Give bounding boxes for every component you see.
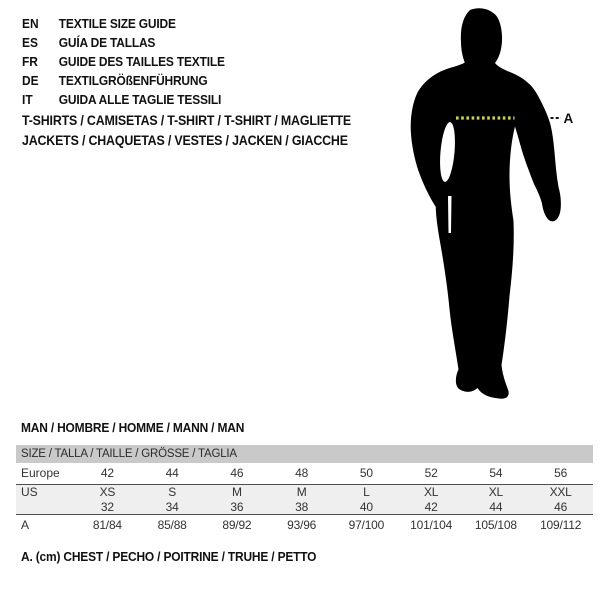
table-cell: 105/108 — [474, 518, 517, 532]
language-code: IT — [22, 92, 33, 107]
table-cell: L — [363, 485, 370, 499]
row-label: Europe — [21, 466, 60, 480]
measurement-footnote-text: A. (cm) CHEST / PECHO / POITRINE / TRUHE / PETTO — [21, 549, 317, 564]
table-cell: XS — [99, 485, 116, 499]
table-cell: 44 — [165, 466, 179, 480]
table-row-europe — [16, 463, 593, 485]
categories-line-tshirts: T-SHIRTS / CAMISETAS / T-SHIRT / T-SHIRT / MAGLIETTE — [22, 113, 352, 128]
gender-heading-text: MAN / HOMBRE / HOMME / MANN / MAN — [21, 420, 245, 435]
table-cell: 56 — [554, 466, 568, 480]
table-cell: 36 — [230, 500, 244, 514]
table-cell: 89/92 — [222, 518, 252, 532]
language-row-it — [22, 90, 225, 109]
table-cell: XL — [423, 485, 439, 499]
table-row-chest-a — [16, 514, 593, 535]
size-table-header: SIZE / TALLA / TAILLE / GRÖSSE / TAGLIA — [16, 445, 593, 463]
table-cell: 40 — [359, 500, 373, 514]
table-cell: 46 — [230, 466, 244, 480]
table-cell: 46 — [554, 500, 568, 514]
language-label: GUIDE DES TAILLES TEXTILE — [58, 54, 225, 69]
table-cell: XXL — [549, 485, 572, 499]
table-cell: 52 — [424, 466, 438, 480]
categories-line-jackets: JACKETS / CHAQUETAS / VESTES / JACKEN / GIACCHE — [22, 133, 348, 148]
table-cell: 101/104 — [410, 518, 453, 532]
measurement-footnote — [21, 549, 342, 564]
table-cell: M — [296, 485, 307, 499]
table-cell: 85/88 — [157, 518, 187, 532]
table-cell: M — [231, 485, 242, 499]
size-table — [16, 445, 593, 535]
gender-heading — [21, 420, 264, 435]
language-label: GUÍA DE TALLAS — [58, 35, 156, 50]
table-cell: 50 — [359, 466, 373, 480]
table-cell: 48 — [295, 466, 309, 480]
language-label: TEXTILE SIZE GUIDE — [58, 16, 176, 31]
table-cell: 38 — [295, 500, 309, 514]
garment-categories — [22, 111, 351, 151]
table-cell: S — [168, 485, 177, 499]
table-cell: 54 — [489, 466, 503, 480]
table-cell: 97/100 — [348, 518, 385, 532]
language-code: DE — [22, 73, 39, 88]
table-cell: 109/112 — [540, 518, 582, 532]
table-cell: 93/96 — [287, 518, 317, 532]
table-cell: 81/84 — [92, 518, 122, 532]
language-row-fr — [22, 52, 225, 71]
table-cell: 42 — [100, 466, 114, 480]
language-label: TEXTILGRÖßENFÜHRUNG — [58, 73, 208, 88]
row-label — [16, 500, 75, 514]
measurement-label-a: A — [563, 111, 574, 126]
table-cell: 34 — [165, 500, 179, 514]
row-label: US — [21, 485, 38, 499]
language-row-es — [22, 33, 225, 52]
language-list — [22, 14, 225, 109]
man-silhouette — [411, 8, 561, 398]
table-cell: XL — [488, 485, 504, 499]
table-cell: 42 — [424, 500, 438, 514]
table-cell: 44 — [489, 500, 503, 514]
table-row-numeric — [16, 500, 593, 514]
row-label: A — [21, 518, 30, 532]
language-code: FR — [22, 54, 38, 69]
language-row-de — [22, 71, 225, 90]
table-cell: 32 — [100, 500, 114, 514]
language-code: ES — [22, 35, 38, 50]
language-label: GUIDA ALLE TAGLIE TESSILI — [58, 92, 222, 107]
left-hand-slit — [448, 196, 452, 233]
table-row-us — [16, 485, 593, 500]
language-row-en — [22, 14, 225, 33]
language-code: EN — [22, 16, 39, 31]
